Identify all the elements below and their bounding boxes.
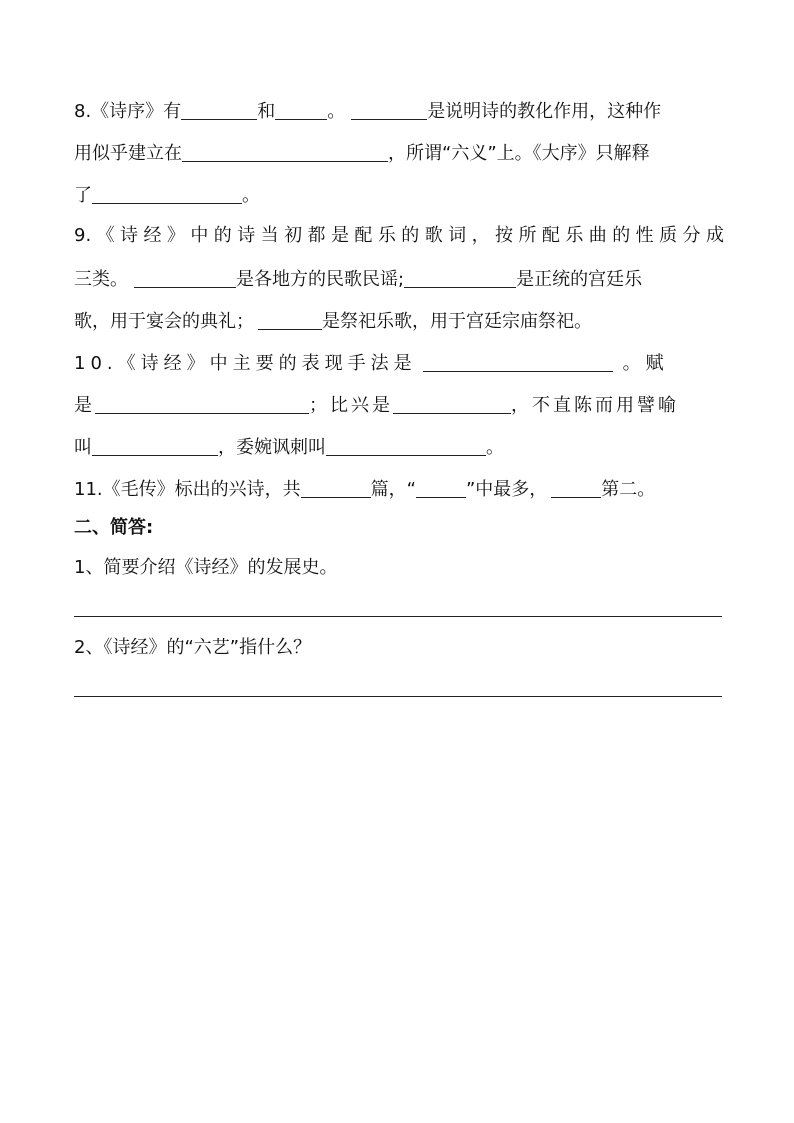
q11-text: 第二。 [601, 479, 656, 500]
q8-text: 了 [74, 185, 92, 206]
q10-text: ，不直陈而用譬喻 [511, 395, 679, 416]
q9-blank-1[interactable] [134, 269, 236, 288]
short-answer-q2: 2、《诗经》的“六艺”指什么？ [74, 637, 312, 658]
answer-line-1[interactable] [74, 616, 722, 617]
q9-blank-3[interactable] [258, 311, 322, 330]
q10-blank-5[interactable] [326, 437, 486, 456]
q9-line-1: 9.《诗经》中的诗当初都是配乐的歌词，按所配乐曲的性质分成 [74, 225, 724, 246]
q9-text: 是正统的宫廷乐 [516, 269, 643, 290]
q8-text: 。 [242, 185, 260, 206]
q8-blank-3[interactable] [351, 101, 427, 120]
q8-blank-4[interactable] [182, 143, 388, 162]
q11-text: ”中最多， [465, 479, 548, 500]
q11-blank-3[interactable] [551, 479, 601, 498]
q11-line [74, 476, 724, 502]
q8-text: ，所谓“六义”上。《大序》只解释 [388, 143, 650, 164]
q10-text: 10.《诗经》中主要的表现手法是 [74, 353, 417, 374]
q10-blank-3[interactable] [393, 395, 511, 414]
q8-text: 和 [257, 101, 276, 122]
q11-text: 篇，“ [370, 479, 416, 500]
q8-text: 8.《诗序》有 [74, 101, 182, 122]
q10-blank-1[interactable] [423, 353, 613, 372]
q8-line-1 [74, 98, 724, 124]
q10-line-3 [74, 434, 724, 460]
short-answer-q1: 1、简要介绍《诗经》的发展史。 [74, 557, 338, 578]
q8-line-3 [74, 182, 724, 208]
q9-line-2 [74, 266, 724, 292]
q8-text: 用似乎建立在 [74, 143, 182, 164]
q8-blank-1[interactable] [181, 101, 257, 120]
q10-text: ，委婉讽刺叫 [218, 437, 326, 458]
q8-text: 是说明诗的教化作用，这种作 [427, 101, 662, 122]
q9-text: 三类。 [74, 269, 128, 290]
q10-text: 是 [74, 395, 95, 416]
q10-blank-4[interactable] [92, 437, 218, 456]
q11-blank-2[interactable] [416, 479, 466, 498]
q9-line-3 [74, 308, 724, 334]
q9-text: 是各地方的民歌民谣; [236, 269, 405, 290]
q11-text: 11.《毛传》标出的兴诗，共 [74, 479, 301, 500]
section-heading: 二、简答: [74, 517, 154, 538]
q10-text: 。赋 [622, 353, 669, 374]
q8-line-2 [74, 140, 724, 166]
q10-line-2 [74, 392, 724, 418]
q9-text: 是祭祀乐歌，用于宫廷宗庙祭祀。 [322, 311, 592, 332]
q10-text: 叫 [74, 437, 92, 458]
q9-text: 歌，用于宴会的典礼； [74, 311, 254, 332]
q8-blank-2[interactable] [275, 101, 327, 120]
answer-line-2[interactable] [74, 696, 722, 697]
q10-blank-2[interactable] [95, 395, 309, 414]
q11-blank-1[interactable] [301, 479, 371, 498]
q8-text: 。 [327, 101, 346, 122]
q8-blank-5[interactable] [92, 185, 242, 204]
q10-line-1 [74, 350, 724, 376]
q10-text: 。 [486, 437, 504, 458]
q10-text: ；比兴是 [309, 395, 393, 416]
q9-blank-2[interactable] [404, 269, 516, 288]
